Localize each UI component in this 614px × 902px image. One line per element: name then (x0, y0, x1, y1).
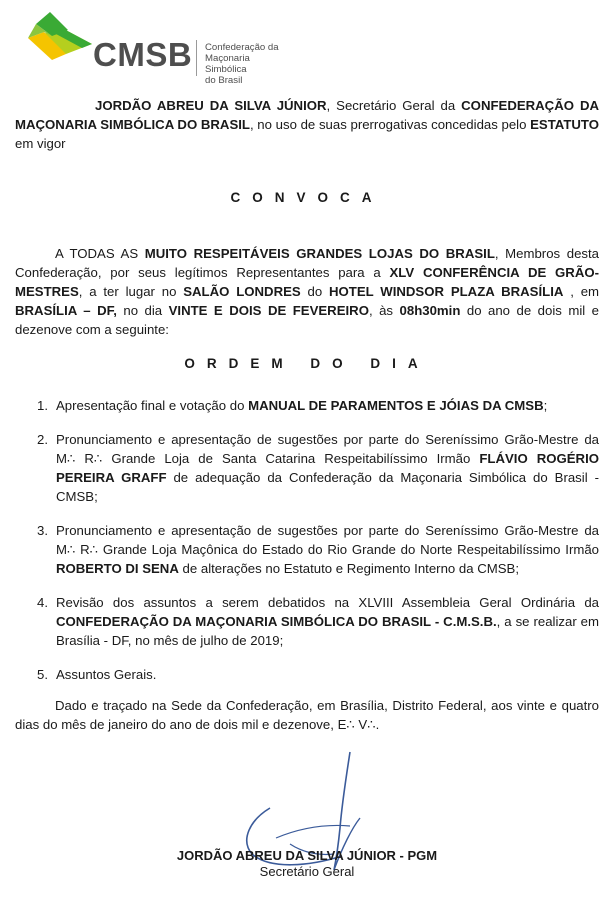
brand-subtitle (205, 42, 292, 86)
logo-divider (196, 40, 197, 76)
agenda-item-text: Revisão dos assuntos a serem debatidos na XLVIII Assembleia Geral Ordinária da (56, 595, 599, 610)
convocation-text: do (300, 284, 329, 299)
agenda-item-text: Pronunciamento e apresentação de sugestões por parte do Sereníssimo Grão-Mestre da M∴ R∴ Grande Loja de Santa Catarina Respeitabilíssimo Irmão (56, 432, 599, 466)
agenda-item-text: Pronunciamento e apresentação de sugestões por parte do Sereníssimo Grão-Mestre da M∴ R∴ Grande Loja Maçônica do Estado do Rio Grande do Norte Respeitabilíssimo Irmão (56, 523, 599, 557)
agenda-item-number: 1. (37, 398, 48, 413)
agenda-item-bold: ROBERTO DI SENA (56, 561, 179, 576)
intro-text: , no uso de suas prerrogativas concedidas pelo (249, 117, 531, 132)
intro-text: , Secretário Geral da (326, 98, 462, 113)
convocation-text: no dia (116, 303, 169, 318)
convocation-bold: XLV CONFERÊNCIA DE GRÃO-MESTRES (15, 265, 600, 299)
agenda-item-text: ; (543, 398, 548, 413)
agenda-list (15, 396, 599, 699)
agenda-item (15, 430, 599, 506)
agenda-item-bold: MANUAL DE PARAMENTOS E JÓIAS DA CMSB (248, 398, 544, 413)
convocation-text: , em (563, 284, 600, 299)
intro-paragraph (15, 96, 599, 153)
brand-subtitle-line: Maçonaria Simbólica (205, 53, 250, 75)
agenda-item-text: Assuntos Gerais. (56, 667, 157, 682)
convoca-heading: CONVOCA (230, 190, 384, 205)
intro-text: em vigor (15, 136, 66, 151)
agenda-item-text: , a se realizar em Brasília - DF, no mês de julho de 2019; (56, 614, 599, 648)
agenda-item (15, 593, 599, 650)
convocation-bold: HOTEL WINDSOR PLAZA BRASÍLIA (329, 284, 564, 299)
intro-name: JORDÃO ABREU DA SILVA JÚNIOR (95, 98, 327, 113)
convocation-text: A TODAS AS (55, 246, 145, 261)
intro-org: CONFEDERAÇÃO DA MAÇONARIA SIMBÓLICA DO BRASIL (15, 98, 600, 132)
cmsb-logo (22, 8, 292, 86)
brand-name: CMSB (93, 36, 193, 73)
convocation-bold: SALÃO LONDRES (183, 284, 301, 299)
convocation-bold: 08h30min (399, 303, 461, 318)
convocation-paragraph (15, 244, 599, 339)
convocation-text: , Membros desta Confederação, por seus legítimos Representantes para a (15, 246, 599, 280)
brand-subtitle-line: do Brasil (205, 75, 243, 86)
agenda-item (15, 665, 599, 684)
cmsb-emblem-icon (22, 8, 94, 72)
ordem-do-dia-heading: ORDEM DO DIA (184, 356, 430, 371)
agenda-item-bold: FLÁVIO ROGÉRIO PEREIRA GRAFF (56, 451, 600, 485)
convocation-bold: BRASÍLIA – DF, (15, 303, 117, 318)
convocation-bold: MUITO RESPEITÁVEIS GRANDES LOJAS DO BRASIL (144, 246, 495, 261)
agenda-item (15, 396, 599, 415)
agenda-item-number: 3. (37, 523, 48, 538)
brand-subtitle-line: Confederação da (205, 42, 279, 53)
convocation-bold: VINTE E DOIS DE FEVEREIRO (168, 303, 369, 318)
agenda-item-number: 5. (37, 667, 48, 682)
intro-statute: ESTATUTO (530, 117, 599, 132)
agenda-item-text: de alterações no Estatuto e Regimento Interno da CMSB; (178, 561, 519, 576)
agenda-item-number: 2. (37, 432, 48, 447)
convocation-text: , a ter lugar no (78, 284, 184, 299)
closing-paragraph: Dado e traçado na Sede da Confederação, em Brasília, Distrito Federal, aos vinte e quatro dias do mês de janeiro do ano de dois mil e dezenove, E∴ V∴. (15, 698, 599, 732)
agenda-item-text: Apresentação final e votação do (56, 398, 249, 413)
agenda-item-number: 4. (37, 595, 48, 610)
signatory-name: JORDÃO ABREU DA SILVA JÚNIOR - PGM (176, 848, 438, 863)
convocation-text: , às (368, 303, 400, 318)
agenda-item-bold: CONFEDERAÇÃO DA MAÇONARIA SIMBÓLICA DO BRASIL - C.M.S.B. (56, 614, 497, 629)
agenda-item (15, 521, 599, 578)
signatory-role: Secretário Geral (259, 864, 355, 879)
agenda-item-text: de adequação da Confederação da Maçonaria Simbólica do Brasil - CMSB; (56, 470, 599, 504)
convocation-text: do ano de dois mil e dezenove com a seguinte: (15, 303, 599, 337)
